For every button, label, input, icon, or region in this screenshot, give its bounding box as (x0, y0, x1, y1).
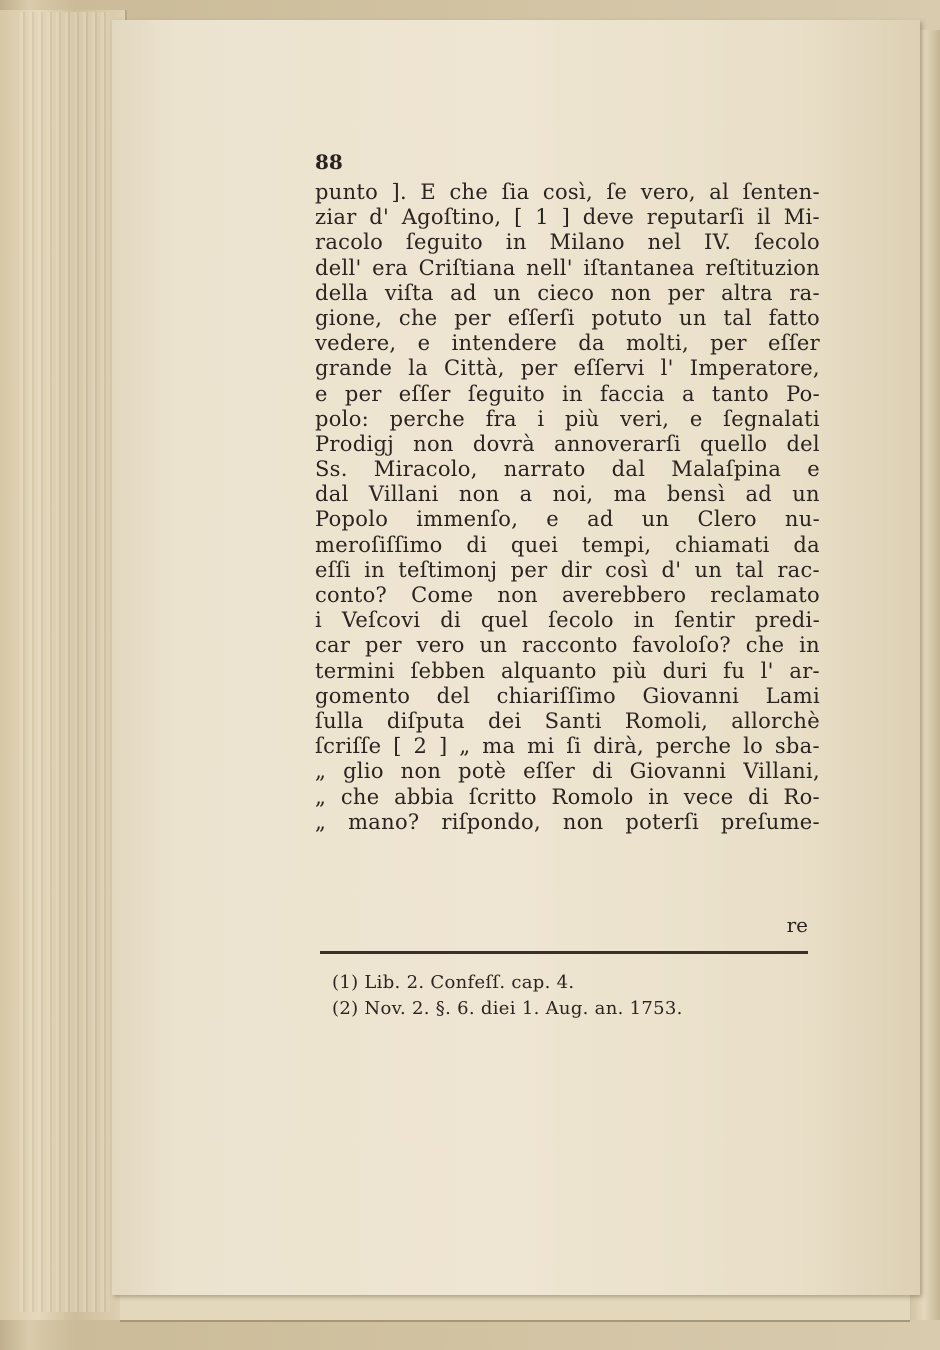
text-line: Ss. Miracolo, narrato dal Malaſpina e (315, 457, 820, 482)
catchword: re (786, 913, 808, 937)
text-line: racolo ſeguito in Milano nel IV. ſecolo (315, 230, 820, 255)
text-line: „ mano? riſpondo, non poterſi preſume- (315, 809, 820, 834)
text-line: Prodigj non dovrà annoverarſi quello del (315, 431, 820, 456)
text-line: Popolo immenſo, e ad un Clero nu- (315, 507, 820, 532)
text-line: punto ]. E che ſia così, ſe vero, al ſenten- (315, 180, 820, 204)
footnote: (2) Nov. 2. §. 6. diei 1. Aug. an. 1753. (332, 998, 683, 1019)
text-line: vedere, e intendere da molti, per eſſer (315, 331, 820, 356)
footnote-rule (320, 951, 808, 954)
text-line: dal Villani non a noi, ma bensì ad un (315, 482, 820, 507)
text-line: grande la Città, per eſſervi l' Imperatore, (315, 356, 820, 381)
text-line: ziar d' Agoſtino, [ 1 ] deve reputarſi il Mi- (315, 205, 820, 230)
text-line: i Veſcovi di quel ſecolo in ſentir predi- (315, 608, 820, 633)
text-line: gione, che per eſſerſi potuto un tal fatto (315, 305, 820, 330)
page-number: 88 (315, 150, 343, 174)
text-line: conto? Come non averebbero reclamato (315, 583, 820, 607)
body-text (315, 180, 820, 835)
text-line: „ glio non potè eſſer di Giovanni Villani, (315, 759, 820, 784)
text-line: eſſi in teſtimonj per dir così d' un tal rac- (315, 557, 820, 582)
text-line: della viſta ad un cieco non per altra ra- (315, 280, 820, 305)
text-line: car per vero un racconto favoloſo? che in (315, 633, 820, 658)
text-line: dell' era Criſtiana nell' iſtantanea reſtituzion (315, 255, 820, 280)
footnotes (332, 970, 683, 1022)
page-edges (20, 12, 110, 1312)
text-line: termini ſebben alquanto più duri fu l' ar- (315, 658, 820, 683)
text-line: polo: perche fra i più veri, e ſegnalati (315, 406, 820, 431)
text-line: ſcriſſe [ 2 ] „ ma mi ſi dirà, perche lo sba- (315, 734, 820, 759)
text-line: ſulla diſputa dei Santi Romoli, allorchè (315, 708, 820, 733)
footnote: (1) Lib. 2. Confeſſ. cap. 4. (332, 972, 575, 993)
text-line: meroſiſſimo di quei tempi, chiamati da (315, 532, 820, 557)
text-line: e per eſſer ſeguito in faccia a tanto Po- (315, 381, 820, 406)
text-line: „ che abbia ſcritto Romolo in vece di Ro- (315, 784, 820, 809)
text-line: gomento del chiariſſimo Giovanni Lami (315, 683, 820, 708)
